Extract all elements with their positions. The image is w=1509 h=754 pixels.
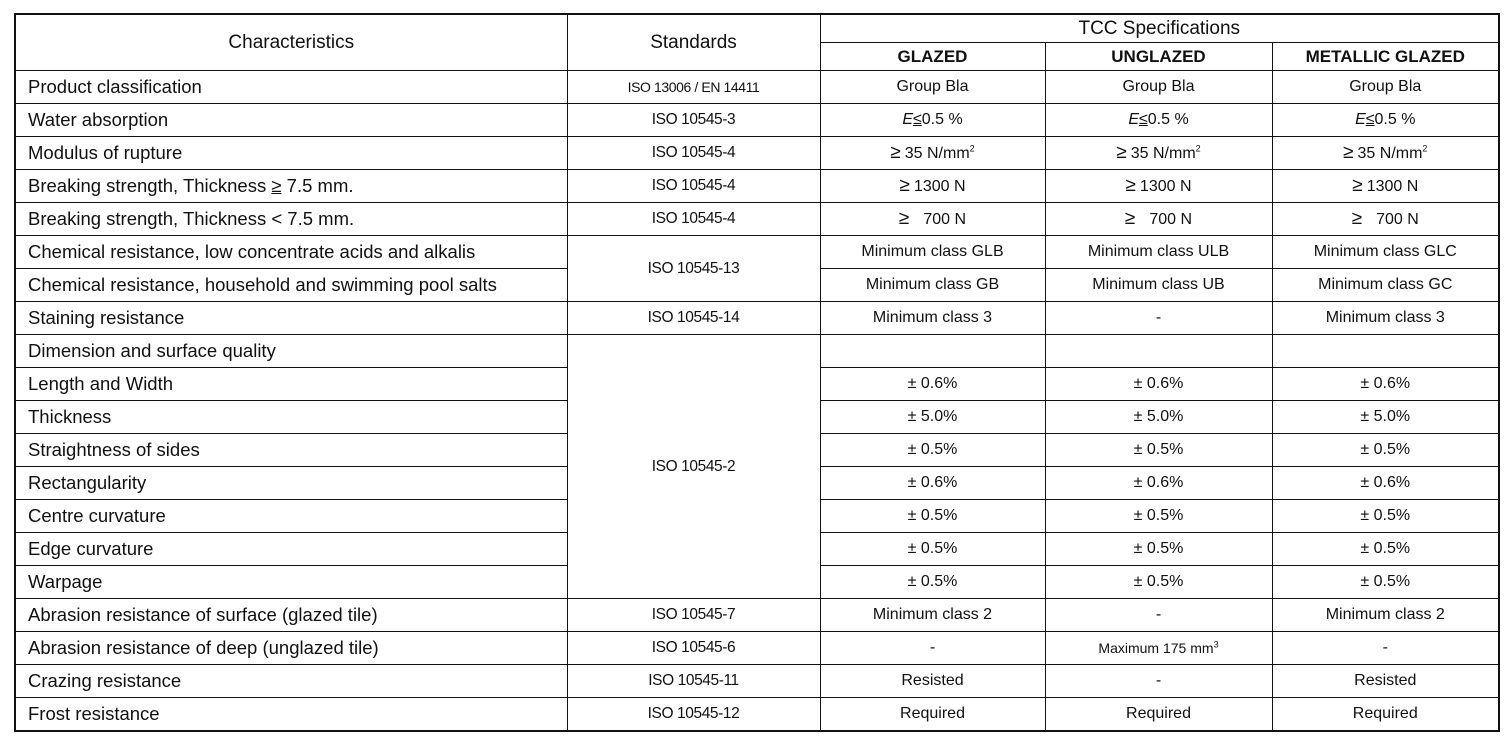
row-standard: ISO 10545-4 xyxy=(567,137,820,170)
row-label: Abrasion resistance of deep (unglazed tile) xyxy=(15,632,567,665)
cell-unglazed: ≥ 35 $N/mm^2$ xyxy=(1045,137,1272,170)
row-standard: ISO 10545-14 xyxy=(567,302,820,335)
cell-glazed: - xyxy=(820,632,1045,665)
cell-unglazed: ± 0.5% xyxy=(1045,533,1272,566)
cell-metallic: - xyxy=(1272,632,1499,665)
row-label: Breaking strength, Thickness ≥ 7.5 mm. xyxy=(15,170,567,203)
row-label: Chemical resistance, household and swimming pool salts xyxy=(15,269,567,302)
cell-metallic: Minimum class 2 xyxy=(1272,599,1499,632)
row-standard: ISO 10545-11 xyxy=(567,665,820,698)
cell-unglazed: ± 0.6% xyxy=(1045,467,1272,500)
cell-metallic: Minimum class GC xyxy=(1272,269,1499,302)
table-row xyxy=(15,236,1499,269)
cell-unglazed: - xyxy=(1045,665,1272,698)
cell-glazed: ≥ 1300 N xyxy=(820,170,1045,203)
cell-metallic: ± 0.5% xyxy=(1272,533,1499,566)
cell-unglazed: Minimum class ULB xyxy=(1045,236,1272,269)
cell-glazed: ≥ 700 N xyxy=(820,203,1045,236)
table-row xyxy=(15,335,1499,368)
cell-glazed: Resisted xyxy=(820,665,1045,698)
header-metallic-glazed: METALLIC GLAZED xyxy=(1272,43,1499,71)
cell-unglazed: ± 0.5% xyxy=(1045,434,1272,467)
cell-metallic xyxy=(1272,335,1499,368)
cell-unglazed: Required xyxy=(1045,698,1272,732)
table-row xyxy=(15,698,1499,732)
cell-unglazed: - xyxy=(1045,302,1272,335)
cell-glazed: Minimum class GLB xyxy=(820,236,1045,269)
cell-glazed: ± 0.5% xyxy=(820,533,1045,566)
cell-unglazed: E≤0.5 % xyxy=(1045,104,1272,137)
row-label: Modulus of rupture xyxy=(15,137,567,170)
cell-metallic: E≤0.5 % xyxy=(1272,104,1499,137)
cell-unglazed: ≥ 1300 N xyxy=(1045,170,1272,203)
cell-unglazed: Minimum class UB xyxy=(1045,269,1272,302)
row-label: Water absorption xyxy=(15,104,567,137)
cell-glazed: Minimum class 3 xyxy=(820,302,1045,335)
row-standard: ISO 13006 / EN 14411 xyxy=(567,71,820,104)
row-label: Straightness of sides xyxy=(15,434,567,467)
row-label: Breaking strength, Thickness < 7.5 mm. xyxy=(15,203,567,236)
cell-unglazed: ± 5.0% xyxy=(1045,401,1272,434)
cell-metallic: ≥ 700 N xyxy=(1272,203,1499,236)
table-row xyxy=(15,104,1499,137)
cell-metallic: ± 0.5% xyxy=(1272,500,1499,533)
row-standard: ISO 10545-4 xyxy=(567,170,820,203)
header-glazed: GLAZED xyxy=(820,43,1045,71)
row-standard: ISO 10545-6 xyxy=(567,632,820,665)
cell-metallic: ± 0.6% xyxy=(1272,467,1499,500)
cell-glazed: ± 0.5% xyxy=(820,566,1045,599)
table-row xyxy=(15,665,1499,698)
cell-glazed: ± 0.6% xyxy=(820,467,1045,500)
row-label: Abrasion resistance of surface (glazed tile) xyxy=(15,599,567,632)
cell-metallic: Resisted xyxy=(1272,665,1499,698)
cell-metallic: Minimum class GLC xyxy=(1272,236,1499,269)
table-row xyxy=(15,170,1499,203)
row-label: Product classification xyxy=(15,71,567,104)
cell-metallic: Minimum class 3 xyxy=(1272,302,1499,335)
header-characteristics: Characteristics xyxy=(15,14,567,71)
row-label: Dimension and surface quality xyxy=(15,335,567,368)
cell-glazed xyxy=(820,335,1045,368)
row-label: Warpage xyxy=(15,566,567,599)
table-row xyxy=(15,137,1499,170)
row-standard: ISO 10545-7 xyxy=(567,599,820,632)
header-tcc-specifications: TCC Specifications xyxy=(820,14,1499,43)
row-label: Edge curvature xyxy=(15,533,567,566)
row-label: Length and Width xyxy=(15,368,567,401)
cell-unglazed: Maximum 175 $mm^3$ xyxy=(1045,632,1272,665)
table-row xyxy=(15,71,1499,104)
row-label: Frost resistance xyxy=(15,698,567,732)
cell-glazed: Minimum class GB xyxy=(820,269,1045,302)
cell-metallic: ± 0.5% xyxy=(1272,566,1499,599)
cell-metallic: ± 0.6% xyxy=(1272,368,1499,401)
row-standard: ISO 10545-2 xyxy=(567,335,820,599)
row-standard: ISO 10545-3 xyxy=(567,104,820,137)
table-row xyxy=(15,599,1499,632)
cell-glazed: ± 0.6% xyxy=(820,368,1045,401)
cell-glazed: Group Bla xyxy=(820,71,1045,104)
cell-metallic: ≥ 35 $N/mm^2$ xyxy=(1272,137,1499,170)
cell-glazed: ± 0.5% xyxy=(820,434,1045,467)
specifications-table xyxy=(14,13,1500,732)
row-standard: ISO 10545-13 xyxy=(567,236,820,302)
header-standards: Standards xyxy=(567,14,820,71)
cell-unglazed xyxy=(1045,335,1272,368)
table-row xyxy=(15,203,1499,236)
row-label: Staining resistance xyxy=(15,302,567,335)
cell-metallic: ≥ 1300 N xyxy=(1272,170,1499,203)
row-label: Thickness xyxy=(15,401,567,434)
row-label: Rectangularity xyxy=(15,467,567,500)
cell-metallic: Required xyxy=(1272,698,1499,732)
cell-glazed: ± 5.0% xyxy=(820,401,1045,434)
cell-unglazed: ≥ 700 N xyxy=(1045,203,1272,236)
table-row xyxy=(15,302,1499,335)
row-standard: ISO 10545-12 xyxy=(567,698,820,732)
cell-glazed: E≤0.5 % xyxy=(820,104,1045,137)
table-row xyxy=(15,632,1499,665)
cell-unglazed: ± 0.6% xyxy=(1045,368,1272,401)
cell-metallic: Group Bla xyxy=(1272,71,1499,104)
row-label: Centre curvature xyxy=(15,500,567,533)
cell-metallic: ± 5.0% xyxy=(1272,401,1499,434)
cell-unglazed: ± 0.5% xyxy=(1045,566,1272,599)
cell-unglazed: ± 0.5% xyxy=(1045,500,1272,533)
cell-metallic: ± 0.5% xyxy=(1272,434,1499,467)
row-label: Crazing resistance xyxy=(15,665,567,698)
cell-glazed: Required xyxy=(820,698,1045,732)
cell-unglazed: Group Bla xyxy=(1045,71,1272,104)
cell-glazed: Minimum class 2 xyxy=(820,599,1045,632)
cell-unglazed: - xyxy=(1045,599,1272,632)
header-unglazed: UNGLAZED xyxy=(1045,43,1272,71)
cell-glazed: ± 0.5% xyxy=(820,500,1045,533)
row-standard: ISO 10545-4 xyxy=(567,203,820,236)
row-label: Chemical resistance, low concentrate acids and alkalis xyxy=(15,236,567,269)
cell-glazed: ≥ 35 $N/mm^2$ xyxy=(820,137,1045,170)
